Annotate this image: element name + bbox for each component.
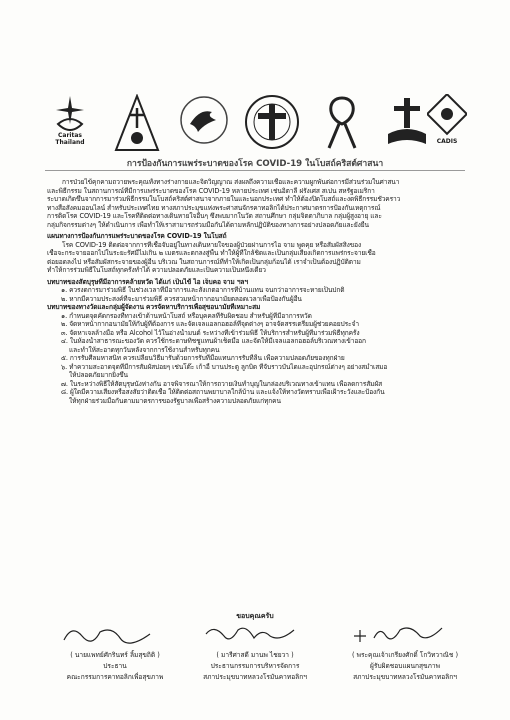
- cadis-logo: [424, 94, 470, 156]
- body-line: ต่อยอดลงไป หรือสัมผัสกระจายของผู้อื่น บริเวณ ในสถานการณ์ที่ทำให้เกิดเป็นกลุ่มก้อนได้ เราจำเป็นต้องปฏิบัติตาม: [47, 257, 361, 266]
- caritas-name: Caritas: [58, 132, 82, 139]
- body-line: และทำให้สะอาดทุกวันหลังจากการใช้งานสำหรับทุกคน: [69, 345, 220, 354]
- section-heading: แผนทางการป้องกันการแพร่ระบาดของโรค COVID-19 ในโบสถ์: [47, 232, 227, 240]
- closing-text: ขอบคุณครับ: [236, 612, 274, 620]
- caritas-logo: [46, 94, 94, 156]
- document-body: [47, 178, 477, 405]
- body-line: โรค COVID-19 ติดต่อจากการที่เชื้อจับอยู่ในทางเดินหายใจของผู้ป่วยผ่านการไอ จาม พูดคุย หรือสัมผัสสิ่งของ: [62, 240, 362, 249]
- body-line: ๘. ผู้ใดมีความเสี่ยงหรือสงสัยว่าติดเชื้อ ให้ติดต่อสถานพยาบาลใกล้บ้าน และแจ้งให้ทางวัดทราบเพื่อเฝ้าระวังและป้องกัน: [61, 388, 385, 396]
- body-line: ทางสื่อสังคมออนไลน์ สำหรับประเทศไทย ทางสภาประมุขแห่งพระศาสนจักรคาทอลิกได้ประกาศมาตรการป้องกันเหตุการณ์: [47, 203, 381, 212]
- body-line: ให้ปลอดภัยมากยิ่งขึ้น: [69, 371, 128, 379]
- signature-1: [60, 622, 160, 646]
- dove-logo: [176, 94, 232, 156]
- body-line: ๑. กำหนดจุดคัดกรองที่ทางเข้าด้านหน้าโบสถ์ หรือบุคคลที่รับผิดชอบ สำหรับผู้ที่มีอาการหวัด: [61, 311, 312, 320]
- body-line: ๒. จัดหาหน้ากากอนามัยให้กับผู้ที่ต้องการ และจัดเจลแอลกอฮอล์ที่จุดต่างๆ อาจจัดสรรเตรียมผู้ช่วยคอยประจำ: [61, 320, 359, 328]
- cadis-name: CADIS: [436, 138, 458, 145]
- signer-name: ( นายแพทย์ศักรินทร์ ลิ้มสุขถิติ ): [70, 651, 160, 659]
- page-title: การป้องกันการแพร่ระบาดของโรค COVID-19 ในโบสถ์คริสต์ศาสนา: [126, 159, 384, 169]
- body-line: ทำให้การร่วมพิธีในโบสถ์ทุกครั้งทำได้ ความปลอดภัยและเป็นความเป็นหนึ่งเดียว: [47, 266, 266, 274]
- signature-3: [350, 622, 450, 646]
- signer-3: [330, 650, 480, 683]
- cross-seal-icon: [244, 94, 300, 150]
- signer-org: สภาประมุขบาทหลวงโรมันคาทอลิกฯ: [203, 673, 307, 681]
- body-line: ๒. หากมีความประสงค์ที่จะมาร่วมพิธี ควรสวมหน้ากากอนามัยตลอดเวลาเพื่อป้องกันผู้อื่น: [61, 294, 302, 303]
- body-line: ๗. ในระหว่างพิธีให้สัตบุรุษนั่งห่างกัน อาจพิจารณาให้การถวายเงินทำบุญในกล่องบริเวณทางเข้าแทน เพื่อลดการสัมผัส: [61, 379, 383, 388]
- signer-name: ( มารีศาสดี มานพ ไชยวา ): [216, 651, 294, 659]
- signature-2: [200, 622, 300, 646]
- signer-role: ประธานกรรมการบริหารจัดการ: [210, 662, 300, 670]
- body-line: ระบาดเกิดขึ้นจากการมาร่วมพิธีกรรมในโบสถ์คริสต์ศาสนาจากภายในและนอกประเทศ ทำให้ต้องปิดโบสถ์และงดพิธีกรรมชั่วคราว: [47, 195, 401, 203]
- section-heading: บทบาทของสัตบุรุษที่มีอาการคล้ายหวัด ได้แก่ เป็นไข้ ไอ เจ็บคอ จาม ฯลฯ: [47, 277, 248, 286]
- signer-name: ( พระคุณเจ้าเกรียงศักดิ์ โกวิทวาณิช ): [351, 651, 459, 659]
- ribbon-icon: [317, 94, 367, 150]
- logo-row: [46, 94, 466, 156]
- signer-2: [180, 650, 330, 683]
- caritas-flame-icon: [50, 94, 90, 132]
- cadis-emblem-icon: [427, 94, 467, 138]
- signer-role: ผู้รับผิดชอบแผนกสุขภาพ: [370, 662, 440, 670]
- body-line: เชื้อจะกระจายออกไปในระยะรัศมีไม่เกิน ๒ เมตรและตกลงสู่พื้น ทำให้ผู้ที่ใกล้ชิดและเป็นกลุ่มเสี่ยงเกิดการแพร่กระจายเชื้อ: [47, 249, 376, 257]
- body-line: และพิธีกรรม ในสถานการณ์ที่มีการแพร่ระบาดของโรค COVID-19 หลายประเทศ เช่นอิตาลี ฝรั่งเศส สเปน สหรัฐอเมริกา: [47, 186, 375, 195]
- signer-role: ประธาน: [103, 662, 127, 670]
- body-line: ๖. ทำความสะอาดจุดที่มีการสัมผัสบ่อยๆ เช่นโต๊ะ เก้าอี้ บานประตู ลูกบิด ที่จับราวบันไดและอุปกรณ์ต่างๆ อย่างสม่ำเสมอ: [61, 362, 388, 371]
- signer-org: สภาประมุขบาทหลวงโรมันคาทอลิกฯ: [353, 673, 457, 681]
- cross-seal-logo: [242, 94, 302, 156]
- title-divider: [45, 170, 465, 171]
- ribbon-logo: [314, 94, 370, 156]
- body-line: กลุ่มกิจกรรมต่างๆ ให้ดำเนินการ เพื่อทำให้เราสามารถร่วมมือกันได้ตามหลักปฏิบัติของทางการอย่างปลอดภัยและยั่งยืน: [47, 220, 369, 229]
- dove-icon: [178, 94, 230, 146]
- body-line: การติดโรค COVID-19 และโรคที่ติดต่อทางเดินหายใจอื่นๆ ซึ่งพบมากในวัด สถานศึกษา กลุ่มจิตตาภิบาล กลุ่มผู้สูงอายุ และ: [47, 212, 382, 220]
- church-emblem-icon: [114, 94, 160, 152]
- body-line: ๕. การรับศีลมหาสนิท ควรเปลี่ยนวิธีมารับด้วยการรับที่มือแทนการรับที่ลิ้น เพื่อความปลอดภัยของทุกฝ่าย: [61, 354, 345, 362]
- church-logo: [112, 94, 162, 156]
- body-line: ๑. ควรงดการมาร่วมพิธี ในช่วงเวลาที่มีอาการและสังเกตอาการที่บ้านแทน จนกว่าอาการจะหายเป็นปกติ: [61, 286, 345, 294]
- body-line: ๔. ในห้องน้ำสาธารณะของวัด ควรใช้กระดาษทิชชูแทนผ้าเช็ดมือ และจัดให้มีเจลแอลกอฮอล์บริเวณทางเข้าออก: [61, 337, 366, 345]
- body-line: ให้ทุกฝ่ายร่วมมือกันตามมาตรการของรัฐบาลเพื่อสร้างความปลอดภัยแก่ทุกคน: [69, 396, 281, 405]
- section-heading: บทบาทของทางวัดและกลุ่มผู้จัดงาน ควรจัดหาบริการเพื่อสุขอนามัยที่เหมาะสม: [47, 303, 261, 311]
- body-line: การป่วยไข้คุกคามถวายพระคุณทั้งทางร่างกายและจิตวิญญาณ ส่งผลถึงความเชื่อและความผูกพันต่อการมีส่วนร่วมในศาสนา: [62, 178, 400, 186]
- body-line: ๓. จัดหาเจลล้างมือ หรือ Alcohol ไว้ในอ่างน้ำมนต์ ระหว่างที่เข้าร่วมพิธี ให้บริการสำหรับผู้ที่มาร่วมพิธีทุกครั้ง: [61, 328, 360, 337]
- signer-1: [40, 650, 190, 683]
- caritas-sub: Thailand: [55, 139, 85, 146]
- signer-org: คณะกรรมการคาทอลิกเพื่อสุขภาพ: [66, 673, 164, 681]
